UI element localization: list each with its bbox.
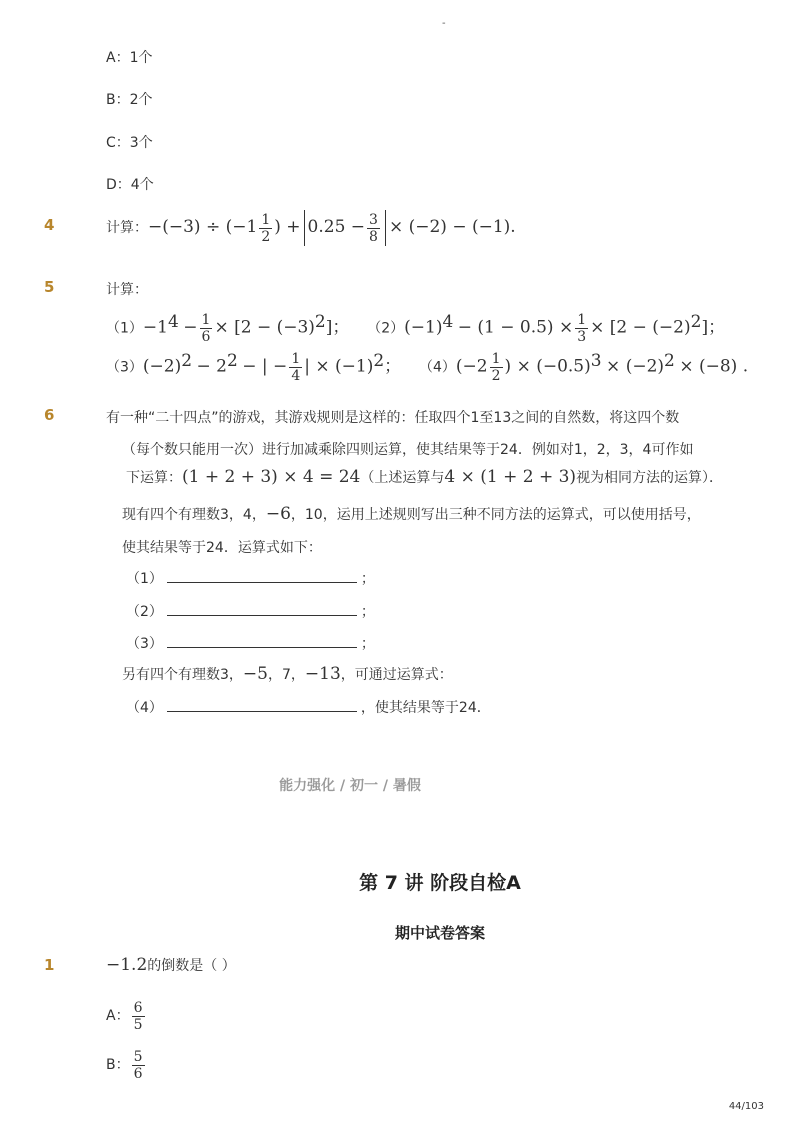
expr-part: −1: [142, 317, 168, 338]
exponent: 3: [590, 351, 602, 371]
option-label: B：: [106, 1057, 130, 1073]
lesson-subtitle: 期中试卷答案: [394, 924, 485, 942]
exponent: 2: [227, 351, 238, 371]
expr-part: × (−8) .: [679, 356, 749, 377]
expr-part: −(−3) ÷ (−1: [148, 217, 258, 237]
question-5-line-2: [106, 342, 748, 387]
fraction: [259, 212, 272, 245]
expr-part: ；: [384, 356, 402, 377]
q6-line-3: [126, 467, 723, 487]
option-label: B：: [106, 92, 130, 108]
question-number-1: 1: [44, 956, 55, 974]
option-d[interactable]: [106, 174, 154, 194]
text: ，10，运用上述规则写出三种不同方法的运算式，可以使用括号，: [290, 507, 701, 523]
fraction-numerator: 3: [369, 211, 378, 228]
blank-line[interactable]: [167, 633, 357, 648]
exponent: 4: [442, 312, 454, 332]
answer-blank-4: [126, 697, 491, 717]
blank-end: ；: [360, 571, 375, 587]
abs-bar-right: [385, 210, 386, 246]
expr-part: ]；: [701, 317, 726, 338]
answer-blank-3: [126, 633, 375, 653]
option-a[interactable]: [106, 996, 147, 1036]
q6-line-9: [122, 664, 453, 684]
abs-bar-left: [304, 210, 305, 246]
expr-part: × [2 − (−2): [590, 317, 691, 338]
question-1-stem: [106, 955, 236, 975]
fraction-numerator: 1: [291, 351, 301, 368]
fraction-numerator: 1: [261, 211, 271, 228]
question-5-line-1: [106, 303, 725, 348]
expr-part: (−2): [142, 356, 182, 377]
fraction-denominator: 8: [369, 228, 378, 245]
lesson-title: 第 7 讲 阶段自检A: [359, 872, 521, 894]
exponent: 4: [167, 312, 179, 332]
text: （上述运算与: [360, 470, 445, 486]
exponent: 2: [664, 351, 675, 371]
blank-end: ，使其结果等于24．: [360, 700, 491, 716]
text: 另有四个有理数3，: [122, 667, 243, 683]
fraction-numerator: 5: [133, 1048, 143, 1065]
q6-line-1: 有一种“二十四点”的游戏，其游戏规则是这样的：任取四个1至13之间的自然数，将这四个数: [106, 410, 680, 426]
text: 现有四个有理数3，4，: [122, 507, 266, 523]
sub-label: （4）: [418, 359, 456, 376]
expr: −1.2: [106, 955, 148, 975]
exponent: 2: [314, 312, 326, 332]
fraction: [367, 212, 380, 245]
option-c[interactable]: [106, 132, 153, 152]
option-value: 4个: [130, 177, 154, 193]
sub-label: （3）: [106, 359, 143, 376]
blank-line[interactable]: [167, 568, 357, 583]
expr-part: (−1): [404, 317, 443, 338]
q6-line-4: [122, 504, 701, 524]
expr-part: ) +: [274, 217, 301, 237]
fraction: [490, 351, 503, 384]
fraction-denominator: 6: [133, 1065, 143, 1082]
expr-part: × (−2) − (−1).: [388, 217, 516, 237]
option-value: 1个: [129, 50, 153, 66]
fraction-denominator: 5: [133, 1016, 143, 1033]
header-dash: -: [442, 18, 446, 29]
question-number-6: 6: [44, 406, 55, 424]
blank-line[interactable]: [167, 697, 357, 712]
answer-blank-1: [126, 568, 375, 588]
option-value: 3个: [129, 135, 153, 151]
fraction-denominator: 2: [491, 368, 501, 385]
option-label: C：: [106, 135, 130, 151]
exponent: 2: [373, 351, 385, 371]
expr-part: − | −: [242, 356, 288, 377]
fraction-numerator: 1: [577, 312, 587, 329]
expr: 4 × (1 + 2 + 3): [444, 467, 577, 487]
expr-part: 0.25 −: [307, 217, 366, 237]
question-number-5: 5: [44, 278, 55, 296]
text: 视为相同方法的运算）．: [576, 470, 724, 486]
expr-part: (−2: [455, 356, 488, 377]
option-a[interactable]: [106, 47, 153, 67]
expr: (1 + 2 + 3) × 4 = 24: [182, 467, 361, 487]
expr-part: ]；: [325, 317, 350, 338]
expr-part: − (1 − 0.5) ×: [457, 317, 574, 338]
expr: −13: [304, 664, 341, 684]
page-number: 44/103: [728, 1101, 764, 1112]
text: ，7，: [267, 667, 305, 683]
option-b[interactable]: [106, 89, 153, 109]
blank-line[interactable]: [167, 601, 357, 616]
fraction: [200, 312, 213, 345]
question-number-4: 4: [44, 216, 55, 234]
expr-part: −: [183, 317, 198, 338]
question-5-prefix: 计算：: [106, 282, 148, 298]
text: 下运算：: [126, 470, 182, 486]
fraction-denominator: 3: [577, 329, 587, 346]
fraction-denominator: 2: [261, 228, 271, 245]
option-label: D：: [106, 177, 131, 193]
option-label: A：: [106, 50, 130, 66]
sub-label: （1）: [106, 320, 143, 337]
fraction-denominator: 6: [201, 329, 211, 346]
expr-part: | × (−1): [304, 356, 374, 377]
exponent: 2: [690, 312, 702, 332]
blank-label: （4）: [126, 700, 163, 716]
expr-part: × [2 − (−3): [214, 317, 315, 338]
blank-label: （1）: [126, 571, 163, 587]
fraction: [575, 312, 588, 345]
q6-line-5: 使其结果等于24．运算式如下：: [122, 540, 322, 556]
blank-label: （3）: [126, 636, 163, 652]
blank-label: （2）: [126, 604, 163, 620]
expr: −6: [265, 504, 291, 524]
fraction: [132, 1000, 145, 1033]
exponent: 2: [181, 351, 193, 371]
option-label: A：: [106, 1008, 130, 1024]
fraction-denominator: 4: [291, 368, 301, 385]
blank-end: ；: [360, 636, 375, 652]
option-value: 2个: [129, 92, 153, 108]
expr-part: − 2: [196, 356, 227, 377]
question-prefix: 计算：: [106, 220, 148, 236]
option-b[interactable]: [106, 1045, 147, 1085]
answer-blank-2: [126, 601, 375, 621]
text: 的倒数是（ ）: [147, 958, 236, 974]
fraction-numerator: 1: [201, 312, 211, 329]
fraction: [289, 351, 302, 384]
expr-part: ) × (−0.5): [504, 356, 591, 377]
fraction: [132, 1049, 145, 1082]
sub-label: （2）: [367, 320, 405, 337]
q6-line-2: （每个数只能用一次）进行加减乘除四则运算，使其结果等于24．例如对1，2，3，4可作如: [122, 442, 694, 458]
expr-part: × (−2): [606, 356, 665, 377]
expr: −5: [242, 664, 268, 684]
question-4: [106, 207, 516, 248]
text: ，可通过运算式：: [340, 667, 453, 683]
blank-end: ；: [360, 604, 375, 620]
fraction-numerator: 1: [491, 351, 501, 368]
page-footer: 能力强化 / 初一 / 暑假: [279, 778, 421, 794]
fraction-numerator: 6: [133, 999, 143, 1016]
